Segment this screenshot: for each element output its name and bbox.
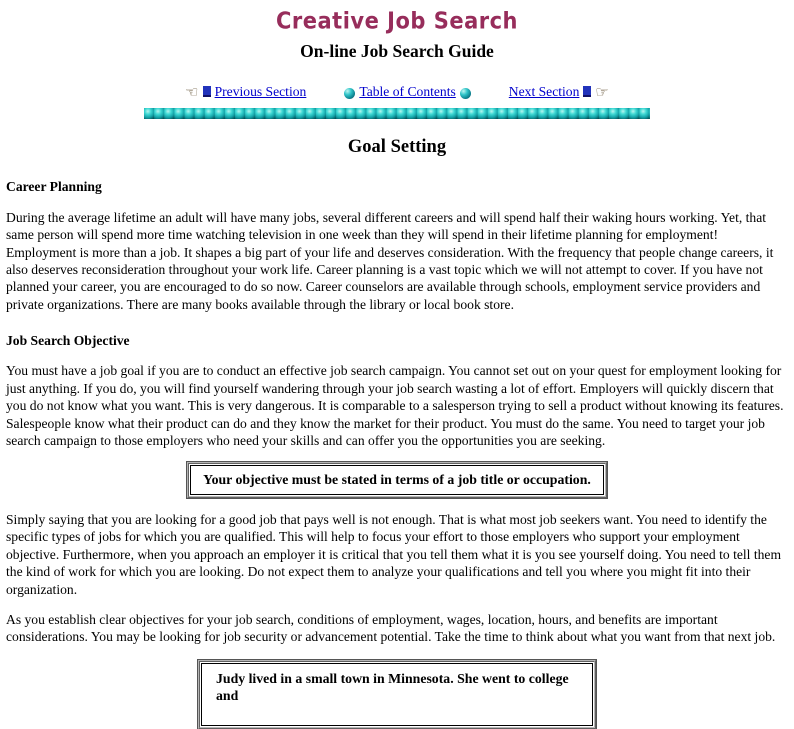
hand-pointing-right-icon: ☞: [595, 83, 609, 102]
table-of-contents-nav-item: [344, 83, 470, 100]
job-search-objective-paragraph: You must have a job goal if you are to conduct an effective job search campaign. You cannot set out on your quest for employment looking for just anything. If you do, you will find yourself wandering through your job search wasting a lot of effort. Employers will quickly discern that you do not know what you want. This is very dangerous. It is comparable to a salesperson trying to sell a product without knowing its features. Salespeople know what their product can do and they know the market for their product. You must do the same. You need to target your job search campaign to those employers who need your skills and can offer you the opportunities you are seeking.: [6, 363, 784, 449]
teal-ball-icon: [460, 88, 471, 99]
page-title: Goal Setting: [347, 136, 447, 157]
objective-callout-box: [187, 462, 607, 498]
career-planning-paragraph: During the average lifetime an adult will have many jobs, several different careers and will spend half their waking hours working. Yet, that same person will spend more time watching television in one week than they will spend in their lifetime planning for employment! Employment is more than a job. It shapes a big part of your life and deserves consideration. With the frequency that people change careers, it also deserves reconsideration throughout your work life. Career planning is a vast topic which we will not attempt to cover. If you have not planned your career, you are encouraged to do so now. Career counselors are available through schools, employment service providers and private organizations. There are many books available through the library or local book store.: [6, 209, 774, 312]
specific-jobs-paragraph: Simply saying that you are looking for a good job that pays well is not enough. That is what most job seekers want. You need to identify the specific types of jobs for which you are qualified. This will help to focus your effort to those employers who support your employment objective. Furthermore, when you approach an employer it is critical that you tell them what it is you see yourself doing. You need to tell them the kind of work for which you are looking. Do not expect them to analyze your qualifications and tell you where you might fit into their organization.: [6, 512, 782, 597]
objective-callout-box-wrap: [6, 462, 788, 498]
previous-section-nav-item: [185, 83, 306, 100]
page-subtitle: On-line Job Search Guide: [300, 40, 494, 61]
clear-objectives-paragraph: As you establish clear objectives for your job search, conditions of employment, wages, location, hours, and benefits are important considerations. You may be looking for job security or advancement potential. Take the time to think about what you want from that next job.: [6, 612, 776, 645]
career-planning-heading: Career Planning: [6, 179, 102, 195]
site-logo: Creative Job Search: [275, 8, 519, 34]
teal-ball-icon: [344, 88, 355, 99]
previous-section-link[interactable]: Previous Section: [214, 84, 307, 100]
next-section-nav-item: [509, 83, 609, 100]
section-nav: [6, 83, 788, 100]
job-search-objective-heading: Job Search Objective: [6, 333, 130, 349]
hand-pointing-left-icon: ☜: [185, 83, 199, 102]
bead-divider: [144, 108, 650, 119]
objective-callout-text: Your objective must be stated in terms of a job title or occupation.: [190, 465, 604, 495]
judy-story-box-wrap: [6, 660, 788, 729]
blue-cube-icon: [583, 86, 591, 97]
judy-story-box: [198, 660, 596, 729]
table-of-contents-link[interactable]: Table of Contents: [359, 84, 456, 100]
blue-cube-icon: [203, 86, 211, 97]
judy-story-text: Judy lived in a small town in Minnesota. She went to college and: [201, 663, 593, 726]
next-section-link[interactable]: Next Section: [508, 84, 580, 100]
